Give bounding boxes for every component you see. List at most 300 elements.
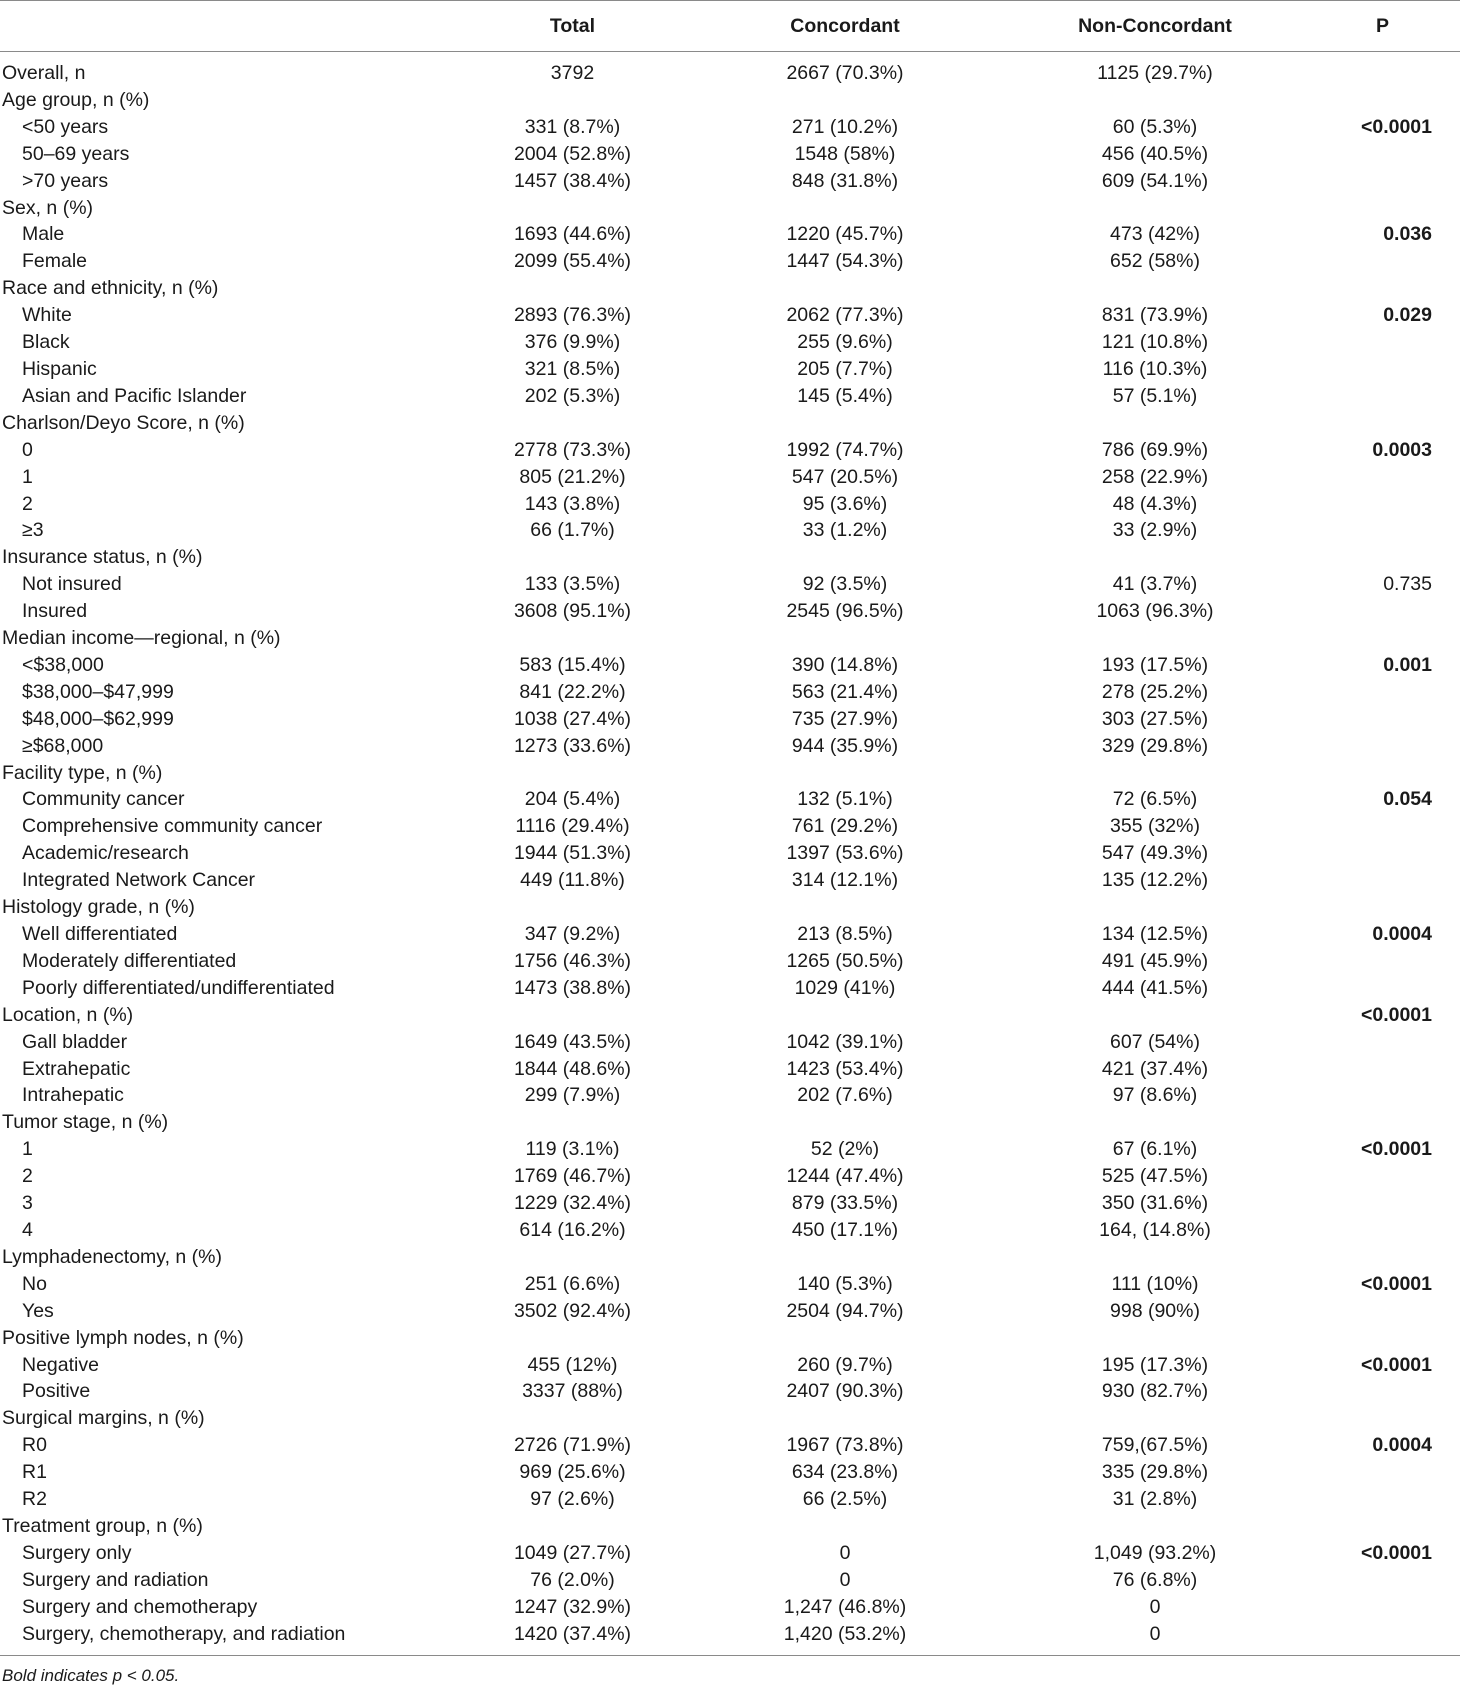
cell-concordant: 547 (20.5%) xyxy=(791,465,899,488)
cell-total: 1049 (27.7%) xyxy=(513,1541,632,1564)
cell-total: 1038 (27.4%) xyxy=(513,707,632,730)
cell-total xyxy=(460,760,685,787)
table-row xyxy=(0,1029,1460,1056)
row-label: Tumor stage, n (%) xyxy=(2,1111,169,1134)
cell-total: 376 (9.9%) xyxy=(524,331,621,354)
cell-p-value xyxy=(1305,383,1460,410)
cell-total: 1473 (38.8%) xyxy=(513,976,632,999)
cell-total: 1844 (48.6%) xyxy=(513,1057,632,1080)
cell-concordant: 2545 (96.5%) xyxy=(786,600,904,623)
cell-total xyxy=(460,894,685,921)
cell-non-concordant: 0 xyxy=(1149,1595,1161,1618)
cell-non-concordant: 609 (54.1%) xyxy=(1101,169,1209,192)
cell-concordant: 2062 (77.3%) xyxy=(786,304,904,327)
cell-total: 1756 (46.3%) xyxy=(513,949,632,972)
cell-concordant: 1029 (41%) xyxy=(794,976,896,999)
table-row xyxy=(0,706,1460,733)
cell-p-value xyxy=(1305,1298,1460,1325)
header-total: Total xyxy=(549,14,596,37)
cell-concordant: 1423 (53.4%) xyxy=(786,1057,904,1080)
table-row xyxy=(0,60,1460,87)
cell-p-value xyxy=(1305,1594,1460,1621)
row-label: Surgical margins, n (%) xyxy=(2,1407,205,1430)
cell-total: 2726 (71.9%) xyxy=(513,1434,632,1457)
row-label: Surgery, chemotherapy, and radiation xyxy=(22,1622,346,1645)
cell-p-value xyxy=(1305,1217,1460,1244)
cell-p-value xyxy=(1305,517,1460,544)
table-row xyxy=(0,1271,1460,1298)
table-row xyxy=(0,1594,1460,1621)
row-label: Yes xyxy=(22,1299,54,1322)
table-row xyxy=(0,1298,1460,1325)
cell-total: 1769 (46.7%) xyxy=(513,1165,632,1188)
cell-p-value: 0.0004 xyxy=(1372,1434,1432,1457)
cell-total: 614 (16.2%) xyxy=(519,1218,626,1241)
cell-non-concordant: 329 (29.8%) xyxy=(1101,734,1209,757)
table-row xyxy=(0,168,1460,195)
cell-total: 1944 (51.3%) xyxy=(513,842,632,865)
row-label: 3 xyxy=(22,1192,33,1215)
cell-p-value: 0.054 xyxy=(1383,788,1432,811)
cell-concordant xyxy=(685,1002,1005,1029)
cell-concordant: 1397 (53.6%) xyxy=(786,842,904,865)
cell-total: 3502 (92.4%) xyxy=(513,1299,632,1322)
table-row xyxy=(0,840,1460,867)
cell-concordant xyxy=(685,1405,1005,1432)
cell-concordant: 202 (7.6%) xyxy=(797,1084,893,1107)
row-label: 2 xyxy=(22,492,33,515)
cell-total: 3337 (88%) xyxy=(522,1380,623,1403)
cell-concordant: 33 (1.2%) xyxy=(802,519,888,542)
cell-p-value xyxy=(1305,491,1460,518)
row-label: Positive xyxy=(22,1380,91,1403)
cell-total xyxy=(460,410,685,437)
cell-total: 1273 (33.6%) xyxy=(513,734,632,757)
cell-p-value: <0.0001 xyxy=(1360,1003,1432,1026)
cell-non-concordant xyxy=(1005,1109,1305,1136)
cell-p-value xyxy=(1305,356,1460,383)
cell-non-concordant: 258 (22.9%) xyxy=(1101,465,1209,488)
cell-total: 841 (22.2%) xyxy=(519,680,626,703)
row-label: Surgery and radiation xyxy=(22,1568,209,1591)
table-row xyxy=(0,1513,1460,1540)
table-row xyxy=(0,1002,1460,1029)
cell-concordant: 271 (10.2%) xyxy=(791,115,899,138)
cell-total: 119 (3.1%) xyxy=(525,1138,620,1161)
cell-concordant: 634 (23.8%) xyxy=(791,1461,899,1484)
cell-total: 76 (2.0%) xyxy=(530,1568,615,1591)
table-row xyxy=(0,329,1460,356)
cell-non-concordant xyxy=(1005,625,1305,652)
cell-total: 1420 (37.4%) xyxy=(513,1622,632,1645)
cell-concordant: 1992 (74.7%) xyxy=(786,438,904,461)
cell-p-value: 0.029 xyxy=(1383,304,1432,327)
row-label: Comprehensive community cancer xyxy=(22,815,323,838)
cell-total xyxy=(460,1109,685,1136)
cell-total: 2893 (76.3%) xyxy=(513,304,632,327)
cell-p-value xyxy=(1305,679,1460,706)
table-row xyxy=(0,1109,1460,1136)
table-row xyxy=(0,517,1460,544)
cell-concordant xyxy=(685,894,1005,921)
cell-total: 805 (21.2%) xyxy=(519,465,626,488)
table-row xyxy=(0,1621,1460,1648)
cell-p-value xyxy=(1305,1567,1460,1594)
table-row xyxy=(0,221,1460,248)
cell-non-concordant: 607 (54%) xyxy=(1110,1030,1200,1053)
cell-concordant: 450 (17.1%) xyxy=(791,1218,899,1241)
cell-concordant: 761 (29.2%) xyxy=(791,815,899,838)
cell-p-value xyxy=(1305,1513,1460,1540)
cell-total: 1116 (29.4%) xyxy=(515,815,630,838)
cell-total: 583 (15.4%) xyxy=(519,653,626,676)
cell-concordant: 205 (7.7%) xyxy=(797,357,893,380)
cell-non-concordant: 421 (37.4%) xyxy=(1101,1057,1209,1080)
cell-p-value xyxy=(1305,1459,1460,1486)
row-label: Race and ethnicity, n (%) xyxy=(2,277,219,300)
cell-p-value xyxy=(1305,87,1460,114)
cell-concordant: 2667 (70.3%) xyxy=(786,62,904,84)
cell-non-concordant xyxy=(1005,195,1305,222)
cell-concordant: 1447 (54.3%) xyxy=(786,250,904,273)
cell-non-concordant: 444 (41.5%) xyxy=(1101,976,1209,999)
cell-total: 2099 (55.4%) xyxy=(513,250,632,273)
row-label: $48,000–$62,999 xyxy=(22,707,174,730)
cell-p-value xyxy=(1305,141,1460,168)
cell-total: 202 (5.3%) xyxy=(524,384,621,407)
row-label: <50 years xyxy=(22,115,109,138)
cell-p-value xyxy=(1305,733,1460,760)
row-label: Median income—regional, n (%) xyxy=(2,627,281,650)
cell-total: 347 (9.2%) xyxy=(524,923,621,945)
cell-concordant: 132 (5.1%) xyxy=(797,788,893,811)
table-row xyxy=(0,598,1460,625)
cell-concordant: 879 (33.5%) xyxy=(791,1192,899,1215)
cell-concordant xyxy=(685,1513,1005,1540)
row-label: Black xyxy=(22,331,70,354)
cell-non-concordant: 116 (10.3%) xyxy=(1102,357,1208,380)
cell-p-value xyxy=(1305,706,1460,733)
cell-non-concordant: 278 (25.2%) xyxy=(1101,680,1209,703)
header-concordant: Concordant xyxy=(790,14,900,37)
cell-total: 66 (1.7%) xyxy=(530,519,615,542)
cell-non-concordant: 76 (6.8%) xyxy=(1112,1568,1198,1591)
row-label: Histology grade, n (%) xyxy=(2,896,195,919)
cell-concordant xyxy=(685,625,1005,652)
cell-p-value xyxy=(1305,1244,1460,1271)
cell-non-concordant: 111 (10%) xyxy=(1111,1272,1199,1295)
cell-non-concordant: 355 (32%) xyxy=(1110,815,1200,838)
cell-concordant xyxy=(685,87,1005,114)
cell-concordant: 213 (8.5%) xyxy=(797,923,893,945)
cell-concordant: 52 (2%) xyxy=(810,1138,880,1161)
table-row xyxy=(0,302,1460,329)
cell-concordant: 66 (2.5%) xyxy=(802,1488,888,1511)
cell-p-value xyxy=(1305,1190,1460,1217)
table-row xyxy=(0,1540,1460,1567)
cell-non-concordant: 195 (17.3%) xyxy=(1101,1353,1209,1376)
table-row xyxy=(0,1432,1460,1459)
table-row xyxy=(0,571,1460,598)
cell-concordant: 95 (3.6%) xyxy=(802,492,888,515)
row-label: R2 xyxy=(22,1488,47,1511)
cell-total xyxy=(460,1405,685,1432)
table-row xyxy=(0,1378,1460,1405)
cell-non-concordant: 335 (29.8%) xyxy=(1101,1461,1209,1484)
cell-non-concordant xyxy=(1005,410,1305,437)
cell-p-value xyxy=(1305,813,1460,840)
row-label: Asian and Pacific Islander xyxy=(22,384,247,407)
cell-non-concordant: 1,049 (93.2%) xyxy=(1093,1541,1217,1564)
table-row xyxy=(0,1217,1460,1244)
cell-total xyxy=(460,625,685,652)
table-row xyxy=(0,491,1460,518)
row-label: No xyxy=(22,1272,47,1295)
cell-non-concordant: 525 (47.5%) xyxy=(1101,1165,1209,1188)
row-label: Lymphadenectomy, n (%) xyxy=(2,1245,223,1268)
cell-total: 97 (2.6%) xyxy=(530,1488,615,1511)
cell-non-concordant: 1125 (29.7%) xyxy=(1097,62,1213,84)
cell-non-concordant: 303 (27.5%) xyxy=(1101,707,1209,730)
table-body xyxy=(0,52,1460,1648)
cell-concordant: 92 (3.5%) xyxy=(802,573,888,596)
cell-concordant: 2504 (94.7%) xyxy=(786,1299,904,1322)
row-label: Intrahepatic xyxy=(22,1084,124,1107)
cell-p-value xyxy=(1305,275,1460,302)
cell-p-value xyxy=(1305,1056,1460,1083)
cell-p-value xyxy=(1305,975,1460,1002)
table-row xyxy=(0,1325,1460,1352)
cell-concordant: 2407 (90.3%) xyxy=(786,1380,904,1403)
row-label: Overall, n xyxy=(2,62,86,84)
cell-non-concordant: 831 (73.9%) xyxy=(1101,304,1209,327)
table-row xyxy=(0,679,1460,706)
cell-non-concordant: 193 (17.5%) xyxy=(1101,653,1209,676)
cell-non-concordant: 456 (40.5%) xyxy=(1101,142,1209,165)
cell-concordant xyxy=(685,1244,1005,1271)
cell-non-concordant xyxy=(1005,1244,1305,1271)
cell-non-concordant: 786 (69.9%) xyxy=(1101,438,1209,461)
table-row xyxy=(0,1190,1460,1217)
row-label: Sex, n (%) xyxy=(2,196,94,219)
cell-total: 1457 (38.4%) xyxy=(513,169,632,192)
cell-non-concordant: 0 xyxy=(1149,1622,1161,1645)
cell-p-value: 0.0003 xyxy=(1372,438,1432,461)
table-row xyxy=(0,410,1460,437)
cell-concordant: 848 (31.8%) xyxy=(791,169,899,192)
cell-non-concordant: 1063 (96.3%) xyxy=(1096,600,1214,623)
table-row xyxy=(0,786,1460,813)
cell-total: 455 (12%) xyxy=(527,1353,618,1376)
cell-non-concordant: 473 (42%) xyxy=(1110,223,1200,246)
cell-concordant: 1,420 (53.2%) xyxy=(783,1622,907,1645)
row-label: Charlson/Deyo Score, n (%) xyxy=(2,411,245,434)
cell-p-value xyxy=(1305,1378,1460,1405)
cell-total: 449 (11.8%) xyxy=(520,869,625,892)
cell-non-concordant: 930 (82.7%) xyxy=(1101,1380,1209,1403)
cell-non-concordant xyxy=(1005,1513,1305,1540)
cell-total: 969 (25.6%) xyxy=(519,1461,626,1484)
cell-concordant xyxy=(685,195,1005,222)
header-non-concordant: Non-Concordant xyxy=(1078,14,1232,37)
table-row xyxy=(0,1486,1460,1513)
cell-concordant xyxy=(685,1109,1005,1136)
cell-non-concordant xyxy=(1005,87,1305,114)
cell-non-concordant: 135 (12.2%) xyxy=(1101,869,1209,892)
cell-non-concordant: 48 (4.3%) xyxy=(1112,492,1198,515)
header-p: P xyxy=(1375,14,1389,37)
cell-concordant xyxy=(685,275,1005,302)
row-label: 1 xyxy=(22,465,33,488)
table-row xyxy=(0,813,1460,840)
table-row xyxy=(0,356,1460,383)
cell-concordant xyxy=(685,544,1005,571)
table-row xyxy=(0,248,1460,275)
table-row xyxy=(0,1567,1460,1594)
cell-non-concordant xyxy=(1005,894,1305,921)
cell-concordant: 1548 (58%) xyxy=(794,142,896,165)
cell-p-value: <0.0001 xyxy=(1360,1353,1432,1376)
cell-concordant: 1,247 (46.8%) xyxy=(783,1595,907,1618)
cell-non-concordant: 97 (8.6%) xyxy=(1112,1084,1198,1107)
row-label: ≥3 xyxy=(22,519,44,542)
row-label: Negative xyxy=(22,1353,99,1376)
cell-total: 321 (8.5%) xyxy=(524,357,621,380)
cell-total: 2004 (52.8%) xyxy=(513,142,632,165)
table-row xyxy=(0,544,1460,571)
cell-non-concordant: 547 (49.3%) xyxy=(1101,842,1209,865)
table-row xyxy=(0,1136,1460,1163)
cell-concordant: 390 (14.8%) xyxy=(791,653,899,676)
row-label: Integrated Network Cancer xyxy=(22,869,256,892)
cell-non-concordant: 121 (10.8%) xyxy=(1101,331,1209,354)
cell-total xyxy=(460,1002,685,1029)
cell-concordant: 735 (27.9%) xyxy=(791,707,899,730)
cell-p-value xyxy=(1305,1325,1460,1352)
cell-concordant: 944 (35.9%) xyxy=(791,734,899,757)
row-label: Age group, n (%) xyxy=(2,88,150,111)
cell-concordant: 314 (12.1%) xyxy=(791,869,899,892)
cell-non-concordant: 41 (3.7%) xyxy=(1112,573,1198,596)
table-row xyxy=(0,1244,1460,1271)
cell-total: 1247 (32.9%) xyxy=(513,1595,632,1618)
table-row xyxy=(0,1405,1460,1432)
cell-p-value: 0.036 xyxy=(1383,223,1432,246)
table-row xyxy=(0,1056,1460,1083)
cell-p-value xyxy=(1305,1109,1460,1136)
cell-total xyxy=(460,1513,685,1540)
cell-concordant: 563 (21.4%) xyxy=(791,680,899,703)
cell-total: 3608 (95.1%) xyxy=(513,600,632,623)
cell-total xyxy=(460,544,685,571)
row-label: <$38,000 xyxy=(22,653,104,676)
row-label: Academic/research xyxy=(22,842,189,865)
table-row xyxy=(0,464,1460,491)
cell-non-concordant: 57 (5.1%) xyxy=(1112,384,1198,407)
row-label: $38,000–$47,999 xyxy=(22,680,174,703)
table-row xyxy=(0,975,1460,1002)
cell-non-concordant: 72 (6.5%) xyxy=(1112,788,1198,811)
cell-non-concordant xyxy=(1005,760,1305,787)
table-row xyxy=(0,733,1460,760)
table-header-row xyxy=(0,1,1460,52)
cell-non-concordant: 652 (58%) xyxy=(1110,250,1200,273)
row-label: Facility type, n (%) xyxy=(2,761,163,784)
cell-concordant: 0 xyxy=(839,1568,851,1591)
cell-total: 133 (3.5%) xyxy=(524,573,621,596)
cell-p-value xyxy=(1305,1163,1460,1190)
table-row xyxy=(0,114,1460,141)
cell-total xyxy=(460,275,685,302)
table-row xyxy=(0,652,1460,679)
cell-total xyxy=(460,1244,685,1271)
cell-total xyxy=(460,195,685,222)
cell-concordant: 145 (5.4%) xyxy=(797,384,893,407)
row-label: Poorly differentiated/undifferentiated xyxy=(22,976,335,999)
cell-p-value: <0.0001 xyxy=(1360,115,1432,138)
cell-concordant xyxy=(685,760,1005,787)
cell-concordant: 260 (9.7%) xyxy=(797,1353,893,1376)
table-row xyxy=(0,921,1460,948)
cell-concordant: 255 (9.6%) xyxy=(797,331,893,354)
cell-p-value: <0.0001 xyxy=(1360,1541,1432,1564)
row-label: Well differentiated xyxy=(22,923,178,945)
row-label: Insured xyxy=(22,600,88,623)
cell-non-concordant xyxy=(1005,1405,1305,1432)
cell-concordant: 1042 (39.1%) xyxy=(786,1030,904,1053)
cell-total: 204 (5.4%) xyxy=(524,788,621,811)
cell-concordant: 0 xyxy=(839,1541,851,1564)
cell-total xyxy=(460,87,685,114)
table-row xyxy=(0,894,1460,921)
cell-p-value xyxy=(1305,948,1460,975)
cell-non-concordant xyxy=(1005,1002,1305,1029)
cell-concordant: 1220 (45.7%) xyxy=(786,223,904,246)
table-row xyxy=(0,760,1460,787)
cell-non-concordant: 998 (90%) xyxy=(1110,1299,1200,1322)
cell-non-concordant: 350 (31.6%) xyxy=(1101,1192,1209,1215)
table-row xyxy=(0,275,1460,302)
cell-concordant: 1967 (73.8%) xyxy=(786,1434,904,1457)
cell-p-value xyxy=(1305,544,1460,571)
cell-non-concordant: 134 (12.5%) xyxy=(1101,923,1209,945)
row-label: Surgery and chemotherapy xyxy=(22,1595,258,1618)
cell-non-concordant xyxy=(1005,275,1305,302)
row-label: Not insured xyxy=(22,573,122,596)
cell-non-concordant: 60 (5.3%) xyxy=(1112,115,1198,138)
row-label: ≥$68,000 xyxy=(22,734,104,757)
row-label: 0 xyxy=(22,438,33,461)
cell-p-value xyxy=(1305,410,1460,437)
row-label: Location, n (%) xyxy=(2,1003,134,1026)
cell-p-value xyxy=(1305,329,1460,356)
cell-p-value xyxy=(1305,598,1460,625)
row-label: White xyxy=(22,304,72,327)
table-footnote: Bold indicates p < 0.05. xyxy=(2,1666,180,1686)
row-label: Community cancer xyxy=(22,788,185,811)
table-row xyxy=(0,195,1460,222)
cell-p-value xyxy=(1305,195,1460,222)
cell-concordant xyxy=(685,410,1005,437)
cell-total: 1649 (43.5%) xyxy=(513,1030,632,1053)
cell-p-value xyxy=(1305,1621,1460,1648)
row-label: Gall bladder xyxy=(22,1030,128,1053)
cell-p-value: 0.001 xyxy=(1383,653,1432,676)
row-label: Positive lymph nodes, n (%) xyxy=(2,1326,244,1349)
row-label: 1 xyxy=(22,1138,33,1161)
table-row xyxy=(0,87,1460,114)
table-row xyxy=(0,383,1460,410)
